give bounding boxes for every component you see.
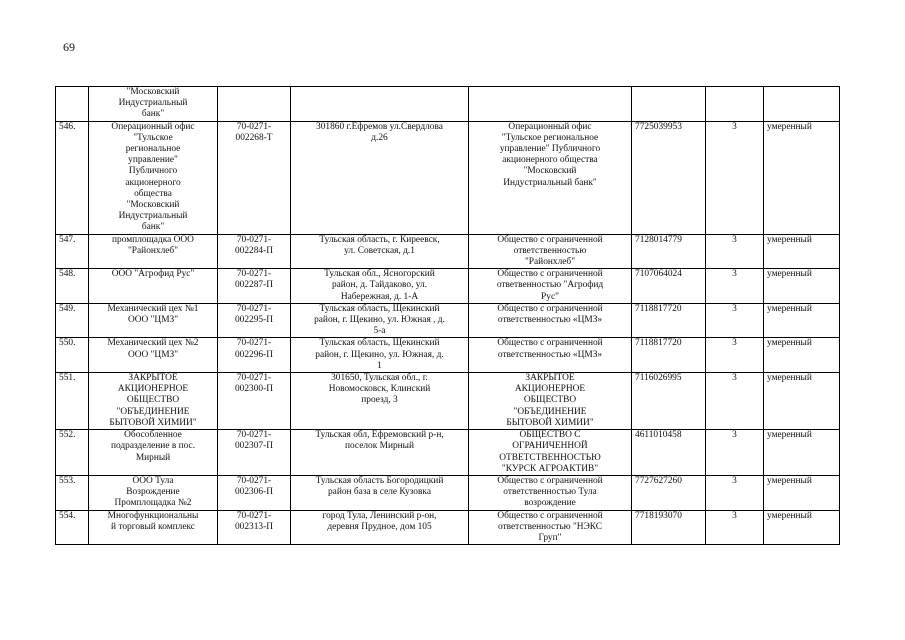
address-cell: Тульская область Богородицкий район база в селе Кузовка xyxy=(291,475,469,510)
registry-code-cell: 70-0271- 002295-П xyxy=(218,303,291,338)
registry-code-cell: 70-0271- 002300-П xyxy=(218,373,291,430)
row-number-cell: 551. xyxy=(56,373,89,430)
category-cell: 3 xyxy=(706,234,764,269)
risk-cell: умеренный xyxy=(764,121,840,234)
address-cell: Тульская область, Щекинский район, г. Щекино, ул. Южная, д. 1 xyxy=(291,338,469,373)
risk-cell: умеренный xyxy=(764,269,840,304)
object-name-cell: ООО Тула Возрождение Промплощадка №2 xyxy=(89,475,218,510)
table-row xyxy=(56,87,840,122)
table-body xyxy=(56,87,840,545)
row-number-cell: 546. xyxy=(56,121,89,234)
operator-cell xyxy=(469,87,632,122)
table-row xyxy=(56,234,840,269)
object-name-cell: "Московский Индустриальный банк" xyxy=(89,87,218,122)
row-number-cell xyxy=(56,87,89,122)
operator-cell: Общество с ограниченной ответственностью "Районхлеб" xyxy=(469,234,632,269)
registry-code-cell: 70-0271- 002307-П xyxy=(218,430,291,476)
address-cell: 301860 г.Ефремов ул.Свердлова д.26 xyxy=(291,121,469,234)
operator-cell: Операционный офис "Тульское региональное управление" Публичного акционерного общества "Московский Индустриальный банк" xyxy=(469,121,632,234)
table-row xyxy=(56,338,840,373)
registry-code-cell: 70-0271- 002268-Т xyxy=(218,121,291,234)
operator-cell: Общество с ограниченной ответственностью "НЭКС Груп" xyxy=(469,510,632,545)
table-row xyxy=(56,269,840,304)
category-cell: 3 xyxy=(706,338,764,373)
address-cell: Тульская обл, Ефремовский р-н, поселок Мирный xyxy=(291,430,469,476)
category-cell xyxy=(706,87,764,122)
category-cell: 3 xyxy=(706,373,764,430)
category-cell: 3 xyxy=(706,121,764,234)
inn-cell: 7116026995 xyxy=(632,373,706,430)
object-name-cell: промплощадка ООО "Районхлеб" xyxy=(89,234,218,269)
table-row xyxy=(56,430,840,476)
risk-cell: умеренный xyxy=(764,338,840,373)
risk-cell: умеренный xyxy=(764,510,840,545)
table-row xyxy=(56,510,840,545)
inn-cell: 7118817720 xyxy=(632,303,706,338)
inn-cell: 7128014779 xyxy=(632,234,706,269)
address-cell: Тульская обл., Ясногорский район, д. Тайдаково, ул. Набережная, д. 1-А xyxy=(291,269,469,304)
address-cell xyxy=(291,87,469,122)
table-row xyxy=(56,121,840,234)
risk-cell: умеренный xyxy=(764,234,840,269)
operator-cell: ЗАКРЫТОЕ АКЦИОНЕРНОЕ ОБЩЕСТВО "ОБЪЕДИНЕНИЕ БЫТОВОЙ ХИМИИ" xyxy=(469,373,632,430)
address-cell: Тульская область, г. Киреевск, ул. Советская, д.1 xyxy=(291,234,469,269)
row-number-cell: 552. xyxy=(56,430,89,476)
row-number-cell: 550. xyxy=(56,338,89,373)
category-cell: 3 xyxy=(706,430,764,476)
table-row xyxy=(56,303,840,338)
inn-cell: 7718193070 xyxy=(632,510,706,545)
page-number: 69 xyxy=(63,40,75,54)
category-cell: 3 xyxy=(706,269,764,304)
risk-cell xyxy=(764,87,840,122)
category-cell: 3 xyxy=(706,475,764,510)
operator-cell: Общество с ограниченной ответственностью Тула возрождение xyxy=(469,475,632,510)
row-number-cell: 547. xyxy=(56,234,89,269)
registry-code-cell: 70-0271- 002296-П xyxy=(218,338,291,373)
registry-code-cell: 70-0271- 002284-П xyxy=(218,234,291,269)
object-name-cell: Обособленное подразделение в пос. Мирный xyxy=(89,430,218,476)
operator-cell: Общество с ограниченной ответственностью «ЦМЗ» xyxy=(469,338,632,373)
inn-cell: 7107064024 xyxy=(632,269,706,304)
operator-cell: Общество с ограниченной ответственностью «ЦМЗ» xyxy=(469,303,632,338)
inn-cell xyxy=(632,87,706,122)
object-name-cell: ЗАКРЫТОЕ АКЦИОНЕРНОЕ ОБЩЕСТВО "ОБЪЕДИНЕНИЕ БЫТОВОЙ ХИМИИ" xyxy=(89,373,218,430)
risk-cell: умеренный xyxy=(764,475,840,510)
row-number-cell: 549. xyxy=(56,303,89,338)
risk-cell: умеренный xyxy=(764,303,840,338)
registry-code-cell: 70-0271- 002313-П xyxy=(218,510,291,545)
row-number-cell: 554. xyxy=(56,510,89,545)
category-cell: 3 xyxy=(706,303,764,338)
object-name-cell: Операционный офис "Тульское региональное управление" Публичного акционерного общества "Московский Индустриальный банк" xyxy=(89,121,218,234)
registry-code-cell: 70-0271- 002287-П xyxy=(218,269,291,304)
inn-cell: 4611010458 xyxy=(632,430,706,476)
address-cell: город Тула, Ленинский р-он, деревня Прудное, дом 105 xyxy=(291,510,469,545)
address-cell: 301650, Тульская обл., г. Новомосковск, Клинский проезд, 3 xyxy=(291,373,469,430)
object-name-cell: ООО "Агрофид Рус" xyxy=(89,269,218,304)
registry-code-cell: 70-0271- 002306-П xyxy=(218,475,291,510)
inn-cell: 7118817720 xyxy=(632,338,706,373)
operator-cell: Общество с ограниченной ответвенностью "Агрофид Рус" xyxy=(469,269,632,304)
table-row xyxy=(56,373,840,430)
risk-cell: умеренный xyxy=(764,430,840,476)
address-cell: Тульская область, Щекинский район, г. Щекино, ул. Южная , д. 5-а xyxy=(291,303,469,338)
risk-cell: умеренный xyxy=(764,373,840,430)
inn-cell: 7725039953 xyxy=(632,121,706,234)
table-row xyxy=(56,475,840,510)
registry-table xyxy=(55,86,840,545)
row-number-cell: 548. xyxy=(56,269,89,304)
object-name-cell: Механический цех №2 ООО "ЦМЗ" xyxy=(89,338,218,373)
registry-code-cell xyxy=(218,87,291,122)
category-cell: 3 xyxy=(706,510,764,545)
object-name-cell: Многофункциональны й торговый комплекс xyxy=(89,510,218,545)
inn-cell: 7727627260 xyxy=(632,475,706,510)
object-name-cell: Механический цех №1 ООО "ЦМЗ" xyxy=(89,303,218,338)
operator-cell: ОБЩЕСТВО С ОГРАНИЧЕННОЙ ОТВЕТСТВЕННОСТЬЮ "КУРСК АГРОАКТИВ" xyxy=(469,430,632,476)
row-number-cell: 553. xyxy=(56,475,89,510)
